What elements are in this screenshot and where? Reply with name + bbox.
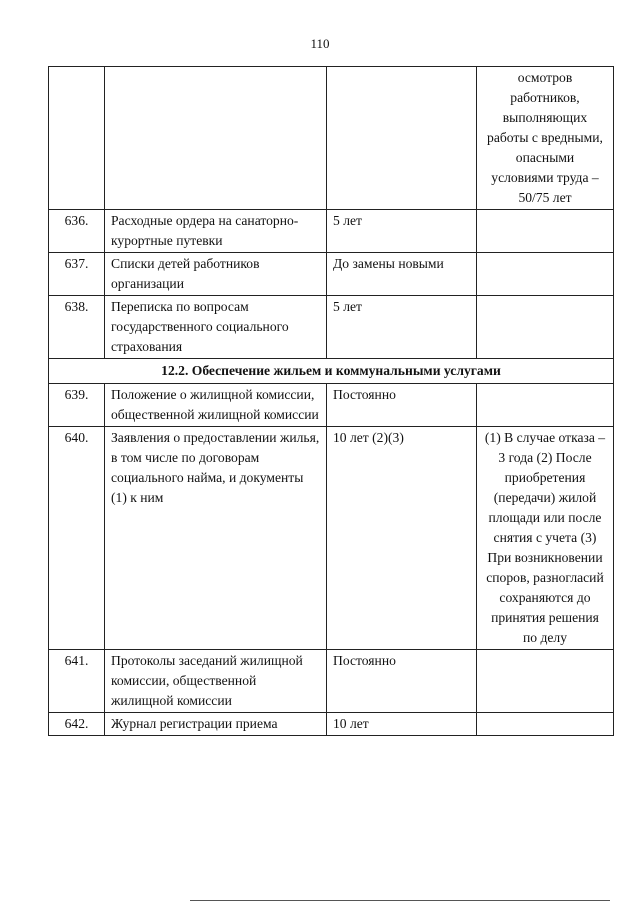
section-header-row — [49, 359, 614, 384]
scan-edge-line — [190, 900, 610, 901]
retention-table — [48, 66, 614, 736]
table-row — [49, 650, 614, 713]
table-row — [49, 296, 614, 359]
retention-note: (1) В случае отказа – 3 года (2) После приобретения (передачи) жилой площади или после снятия с учета (3) При возникновении споров, разногласий сохраняются до принятия решения по делу — [477, 427, 614, 650]
row-number: 642. — [49, 713, 105, 736]
document-name: Переписка по вопросам государственного социального страхования — [105, 296, 327, 359]
retention-note — [477, 253, 614, 296]
retention-note — [477, 210, 614, 253]
section-title: 12.2. Обеспечение жильем и коммунальными услугами — [49, 359, 614, 384]
retention-term — [327, 67, 477, 210]
document-name: Заявления о предоставлении жилья, в том числе по договорам социального найма, и документы (1) к ним — [105, 427, 327, 650]
table-row — [49, 67, 614, 210]
retention-note — [477, 296, 614, 359]
retention-note — [477, 384, 614, 427]
retention-note: осмотров работников, выполняющих работы с вредными, опасными условиями труда – 50/75 лет — [477, 67, 614, 210]
document-name: Расходные ордера на санаторно-курортные путевки — [105, 210, 327, 253]
document-name: Положение о жилищной комиссии, общественной жилищной комиссии — [105, 384, 327, 427]
retention-term: До замены новыми — [327, 253, 477, 296]
retention-term: Постоянно — [327, 384, 477, 427]
row-number: 637. — [49, 253, 105, 296]
page-number: 110 — [310, 36, 330, 51]
retention-note — [477, 650, 614, 713]
retention-term: 10 лет (2)(3) — [327, 427, 477, 650]
retention-term: Постоянно — [327, 650, 477, 713]
row-number: 641. — [49, 650, 105, 713]
row-number: 638. — [49, 296, 105, 359]
table-row — [49, 427, 614, 650]
table-row — [49, 210, 614, 253]
row-number: 636. — [49, 210, 105, 253]
row-number — [49, 67, 105, 210]
retention-note — [477, 713, 614, 736]
table-row — [49, 253, 614, 296]
retention-term: 10 лет — [327, 713, 477, 736]
retention-term: 5 лет — [327, 296, 477, 359]
document-name: Протоколы заседаний жилищной комиссии, общественной жилищной комиссии — [105, 650, 327, 713]
retention-term: 5 лет — [327, 210, 477, 253]
table-row — [49, 384, 614, 427]
document-name: Списки детей работников организации — [105, 253, 327, 296]
document-name: Журнал регистрации приема — [105, 713, 327, 736]
table-row — [49, 713, 614, 736]
document-name — [105, 67, 327, 210]
row-number: 640. — [49, 427, 105, 650]
row-number: 639. — [49, 384, 105, 427]
